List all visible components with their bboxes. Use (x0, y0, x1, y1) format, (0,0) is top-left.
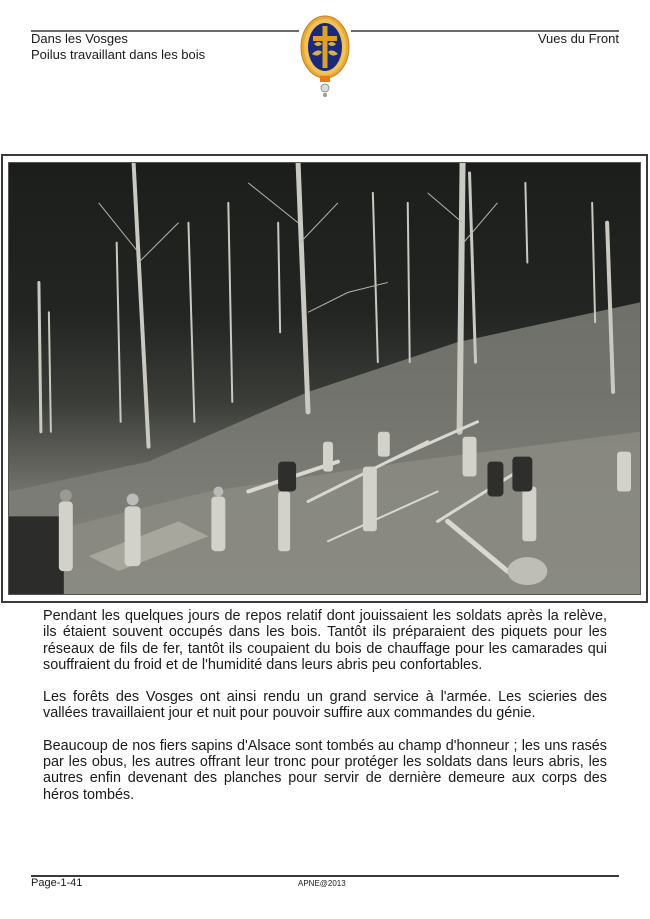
page-number: Page-1-41 (31, 877, 83, 889)
header-title: Dans les Vosges (31, 31, 128, 46)
coat-of-arms-icon (298, 14, 352, 100)
copyright-notice: APNE@2013 (298, 879, 346, 888)
paragraph-2: Les forêts des Vosges ont ainsi rendu un grand service à l'armée. Les scieries des vallées travaillaient jour et nuit pour pouvoir suffire aux commandes du génie. (43, 689, 607, 722)
paragraph-3: Beaucoup de nos fiers sapins d'Alsace sont tombés au champ d'honneur ; les uns rasés par les obus, les autres offrant leur tronc pour protéger les soldats dans leurs abris, les autres enfin devenant des planches pour servir de dernière demeure aux corps des héros tombés. (43, 737, 607, 803)
header-subtitle: Poilus travaillant dans les bois (31, 47, 206, 62)
paragraph-1: Pendant les quelques jours de repos relatif dont jouissaient les soldats après la relève, ils étaient souvent occupés dans les bois. Tantôt ils préparaient des piquets pour les réseaux de fils de fer, tantôt ils coupaient du bois de chauffage pour les camarades qui souffraient du froid et de l'humidité dans leurs abris peu confortables. (43, 608, 607, 673)
header-left (31, 31, 205, 63)
footer-rule (31, 875, 619, 877)
forest-soldiers-photo (8, 162, 641, 595)
header-right-title: Vues du Front (537, 31, 619, 46)
article-body (43, 608, 607, 819)
photo-frame (1, 154, 648, 603)
